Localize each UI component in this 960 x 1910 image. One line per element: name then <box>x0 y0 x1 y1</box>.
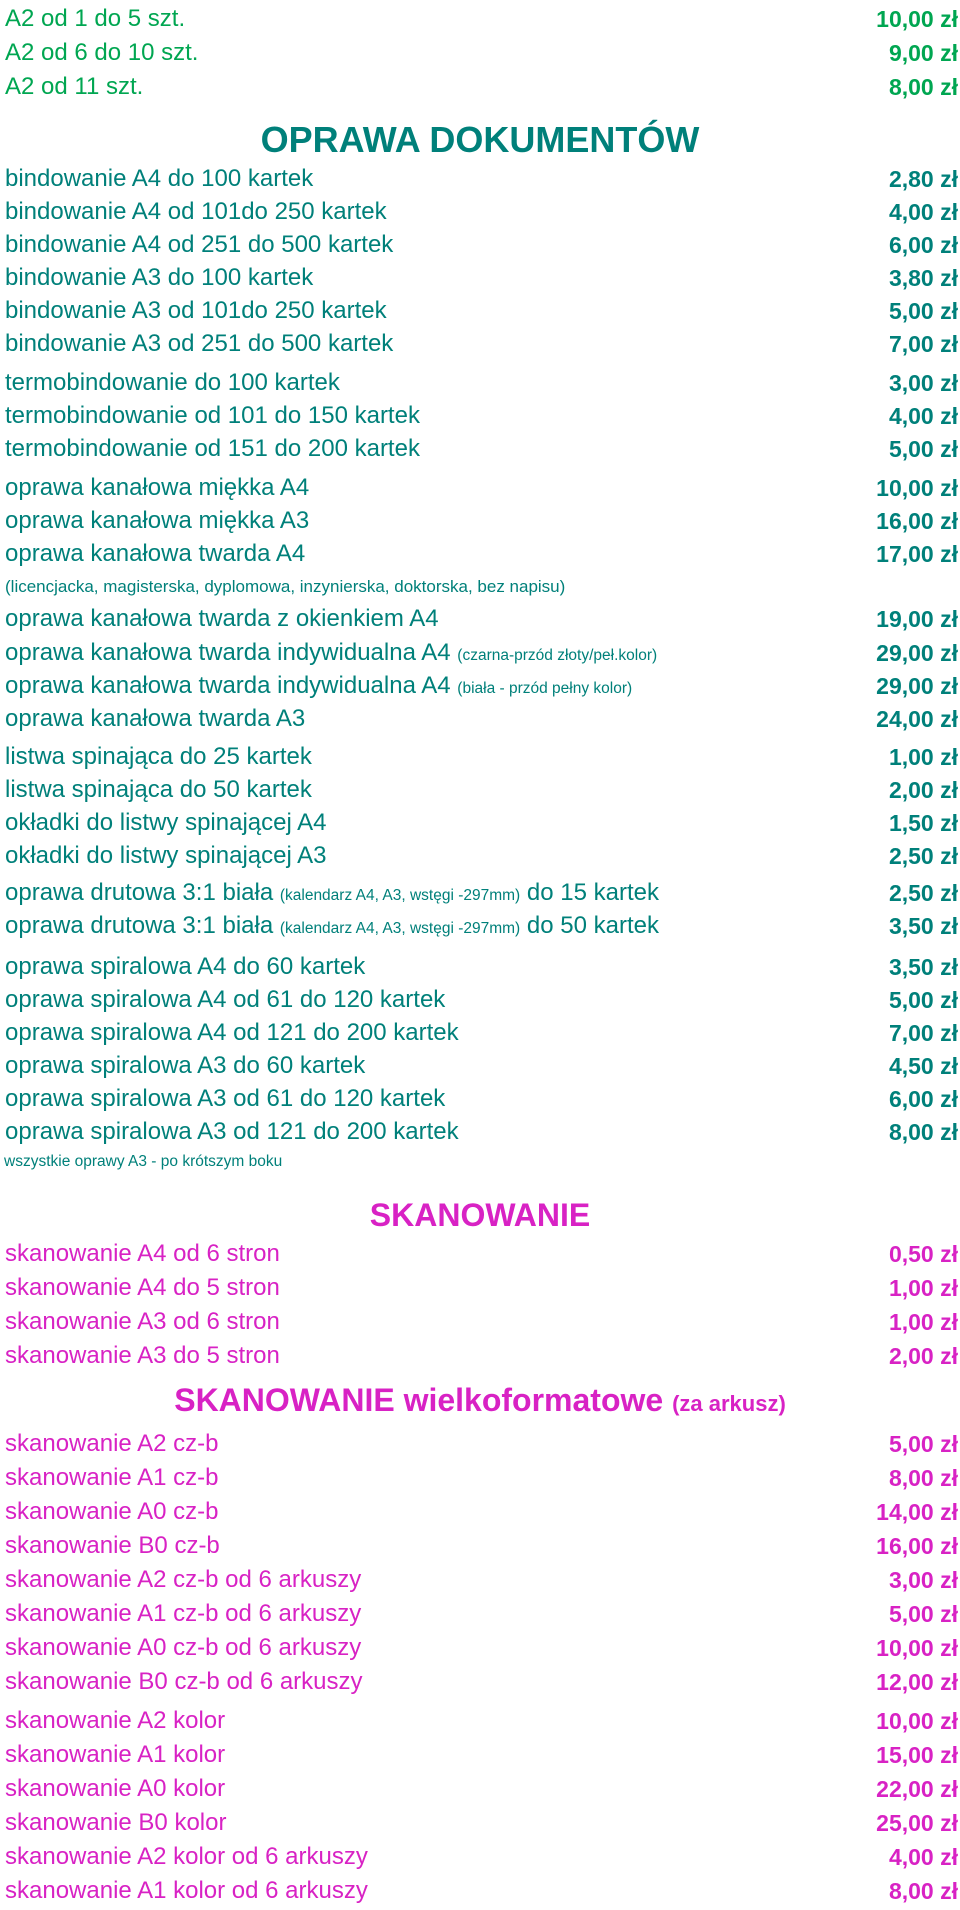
price-row <box>0 1704 960 1738</box>
price-row <box>0 1115 960 1149</box>
item-label: oprawa kanałowa twarda indywidualna A4 (biała - przód pełny kolor) <box>5 672 633 699</box>
price-row <box>0 1874 960 1908</box>
item-price: 3,00 zł <box>888 1567 958 1593</box>
item-price: 3,00 zł <box>888 370 958 396</box>
item-price: 10,00 zł <box>876 475 958 501</box>
item-price: 10,00 zł <box>876 1708 958 1734</box>
item-price: 1,00 zł <box>888 1275 958 1301</box>
price-row <box>0 950 960 984</box>
item-price: 8,00 zł <box>888 1878 958 1904</box>
item-price: 2,50 zł <box>888 843 958 869</box>
item-price: 3,80 zł <box>888 265 958 291</box>
price-row <box>0 1840 960 1874</box>
price-row <box>0 2 960 36</box>
item-label: skanowanie B0 cz-b od 6 arkuszy <box>5 1668 363 1695</box>
item-label: oprawa spiralowa A3 od 121 do 200 kartek <box>5 1118 459 1145</box>
item-label: bindowanie A4 do 100 kartek <box>5 165 314 192</box>
price-row <box>0 1461 960 1495</box>
item-price: 5,00 zł <box>888 987 958 1013</box>
item-price: 10,00 zł <box>876 6 958 32</box>
item-price: 6,00 zł <box>888 1086 958 1112</box>
item-label: oprawa drutowa 3:1 biała (kalendarz A4, A3, wstęgi -297mm) do 50 kartek <box>5 912 659 939</box>
item-label: oprawa kanałowa twarda z okienkiem A4 <box>5 605 439 632</box>
price-row <box>0 876 960 910</box>
item-label: skanowanie A0 kolor <box>5 1775 226 1802</box>
price-row <box>0 471 960 505</box>
price-row <box>0 228 960 262</box>
price-row <box>0 669 960 703</box>
item-label: skanowanie A3 od 6 stron <box>5 1308 280 1335</box>
section-heading-oprawa: OPRAWA DOKUMENTÓW <box>260 119 700 160</box>
price-row <box>0 162 960 196</box>
item-price: 7,00 zł <box>888 331 958 357</box>
item-label: skanowanie A0 cz-b <box>5 1498 219 1525</box>
item-label: listwa spinająca do 25 kartek <box>5 743 312 770</box>
section-heading-skanowanie: SKANOWANIE <box>369 1197 591 1233</box>
item-label: skanowanie A1 cz-b od 6 arkuszy <box>5 1600 362 1627</box>
item-price: 4,00 zł <box>888 1844 958 1870</box>
item-price: 19,00 zł <box>876 606 958 632</box>
item-label: bindowanie A3 od 101do 250 kartek <box>5 297 387 324</box>
item-price: 8,00 zł <box>888 1465 958 1491</box>
price-row <box>0 1495 960 1529</box>
price-row <box>0 839 960 873</box>
item-label: oprawa drutowa 3:1 biała (kalendarz A4, A3, wstęgi -297mm) do 15 kartek <box>5 879 659 906</box>
price-row <box>0 1237 960 1271</box>
item-price: 3,50 zł <box>888 913 958 939</box>
item-price: 22,00 zł <box>876 1776 958 1802</box>
item-note: (kalendarz A4, A3, wstęgi -297mm) <box>279 887 521 904</box>
item-price: 9,00 zł <box>888 40 958 66</box>
item-price: 6,00 zł <box>888 232 958 258</box>
item-label: skanowanie A1 kolor od 6 arkuszy <box>5 1877 368 1904</box>
item-price: 10,00 zł <box>876 1635 958 1661</box>
item-price: 24,00 zł <box>876 706 958 732</box>
item-label: skanowanie A2 cz-b <box>5 1430 219 1457</box>
item-price: 4,50 zł <box>888 1053 958 1079</box>
price-row <box>0 1738 960 1772</box>
item-price: 2,50 zł <box>888 880 958 906</box>
item-label: oprawa spiralowa A4 od 121 do 200 kartek <box>5 1019 459 1046</box>
price-row <box>0 909 960 943</box>
item-price: 4,00 zł <box>888 403 958 429</box>
price-row <box>0 366 960 400</box>
price-row <box>0 1806 960 1840</box>
item-price: 2,00 zł <box>888 777 958 803</box>
price-row <box>0 261 960 295</box>
item-price: 16,00 zł <box>876 1533 958 1559</box>
section-heading-skanowanie-wielkoformatowe <box>0 1380 960 1424</box>
item-price: 14,00 zł <box>876 1499 958 1525</box>
item-label: skanowanie A0 cz-b od 6 arkuszy <box>5 1634 362 1661</box>
item-price: 3,50 zł <box>888 954 958 980</box>
item-price: 4,00 zł <box>888 199 958 225</box>
item-label: listwa spinająca do 50 kartek <box>5 776 312 803</box>
item-price: 5,00 zł <box>888 298 958 324</box>
heading-note: (za arkusz) <box>672 1391 786 1416</box>
item-label: A2 od 1 do 5 szt. <box>5 5 186 32</box>
item-label: skanowanie A4 od 6 stron <box>5 1240 280 1267</box>
price-row <box>0 806 960 840</box>
item-label: termobindowanie od 151 do 200 kartek <box>5 435 420 462</box>
item-label: oprawa spiralowa A4 od 61 do 120 kartek <box>5 986 446 1013</box>
price-row <box>0 1271 960 1305</box>
item-label: skanowanie B0 cz-b <box>5 1532 220 1559</box>
item-label: skanowanie A2 cz-b od 6 arkuszy <box>5 1566 362 1593</box>
item-label: A2 od 11 szt. <box>5 73 144 100</box>
price-row <box>0 504 960 538</box>
price-row <box>0 1305 960 1339</box>
item-price: 25,00 zł <box>876 1810 958 1836</box>
item-label: oprawa kanałowa miękka A3 <box>5 507 310 534</box>
item-price: 1,50 zł <box>888 810 958 836</box>
item-label: skanowanie A1 kolor <box>5 1741 226 1768</box>
price-row <box>0 1339 960 1373</box>
item-label: okładki do listwy spinającej A4 <box>5 809 327 836</box>
item-label: oprawa kanałowa twarda A4 <box>5 540 306 567</box>
item-label: okładki do listwy spinającej A3 <box>5 842 327 869</box>
item-label: oprawa kanałowa twarda indywidualna A4 (czarna-przód złoty/peł.kolor) <box>5 639 658 666</box>
price-row <box>0 294 960 328</box>
item-price: 7,00 zł <box>888 1020 958 1046</box>
item-label: oprawa spiralowa A3 do 60 kartek <box>5 1052 366 1079</box>
item-label: bindowanie A3 do 100 kartek <box>5 264 314 291</box>
price-row <box>0 1665 960 1699</box>
item-label: bindowanie A4 od 251 do 500 kartek <box>5 231 394 258</box>
item-label: oprawa spiralowa A3 od 61 do 120 kartek <box>5 1085 446 1112</box>
price-row <box>0 432 960 466</box>
item-price: 12,00 zł <box>876 1669 958 1695</box>
item-price: 17,00 zł <box>876 541 958 567</box>
item-price: 1,00 zł <box>888 1309 958 1335</box>
item-price: 8,00 zł <box>888 74 958 100</box>
item-price: 8,00 zł <box>888 1119 958 1145</box>
heading-text: SKANOWANIE wielkoformatowe <box>174 1382 664 1418</box>
item-label: A2 od 6 do 10 szt. <box>5 39 199 66</box>
item-label: skanowanie A2 kolor od 6 arkuszy <box>5 1843 368 1870</box>
item-price: 5,00 zł <box>888 1601 958 1627</box>
price-row <box>0 1016 960 1050</box>
item-note: (kalendarz A4, A3, wstęgi -297mm) <box>279 920 521 937</box>
price-row <box>0 537 960 571</box>
item-price: 16,00 zł <box>876 508 958 534</box>
price-row <box>0 36 960 70</box>
price-row <box>0 1563 960 1597</box>
item-note: (biała - przód pełny kolor) <box>457 680 633 697</box>
price-row <box>0 1082 960 1116</box>
price-row <box>0 1049 960 1083</box>
price-row <box>0 983 960 1017</box>
price-row <box>0 740 960 774</box>
item-label: skanowanie B0 kolor <box>5 1809 227 1836</box>
item-price: 15,00 zł <box>876 1742 958 1768</box>
item-price: 1,00 zł <box>888 744 958 770</box>
item-price: 2,00 zł <box>888 1343 958 1369</box>
item-price: 0,50 zł <box>888 1241 958 1267</box>
item-label: oprawa kanałowa twarda A3 <box>5 705 306 732</box>
item-label: oprawa spiralowa A4 do 60 kartek <box>5 953 366 980</box>
item-label: skanowanie A2 kolor <box>5 1707 226 1734</box>
price-row <box>0 702 960 736</box>
price-row <box>0 602 960 636</box>
item-label: bindowanie A3 od 251 do 500 kartek <box>5 330 394 357</box>
item-price: 5,00 zł <box>888 1431 958 1457</box>
price-row <box>0 327 960 361</box>
price-row <box>0 1427 960 1461</box>
price-row <box>0 1529 960 1563</box>
price-row <box>0 70 960 104</box>
item-note: (czarna-przód złoty/peł.kolor) <box>457 647 658 664</box>
item-label: bindowanie A4 od 101do 250 kartek <box>5 198 387 225</box>
item-label: termobindowanie od 101 do 150 kartek <box>5 402 420 429</box>
price-row <box>0 1597 960 1631</box>
item-price: 29,00 zł <box>876 640 958 666</box>
item-label: termobindowanie do 100 kartek <box>5 369 340 396</box>
price-row <box>0 773 960 807</box>
price-row <box>0 636 960 670</box>
oprawa-twarda-note: (licencjacka, magisterska, dyplomowa, inzynierska, doktorska, bez napisu) <box>5 577 566 596</box>
item-label: oprawa kanałowa miękka A4 <box>5 474 310 501</box>
price-row <box>0 195 960 229</box>
item-price: 5,00 zł <box>888 436 958 462</box>
item-label: skanowanie A3 do 5 stron <box>5 1342 280 1369</box>
oprawa-footnote: wszystkie oprawy A3 - po krótszym boku <box>4 1153 283 1170</box>
price-row <box>0 1772 960 1806</box>
price-row <box>0 399 960 433</box>
item-label: skanowanie A4 do 5 stron <box>5 1274 280 1301</box>
item-price: 2,80 zł <box>888 166 958 192</box>
item-price: 29,00 zł <box>876 673 958 699</box>
item-label: skanowanie A1 cz-b <box>5 1464 219 1491</box>
price-row <box>0 1631 960 1665</box>
